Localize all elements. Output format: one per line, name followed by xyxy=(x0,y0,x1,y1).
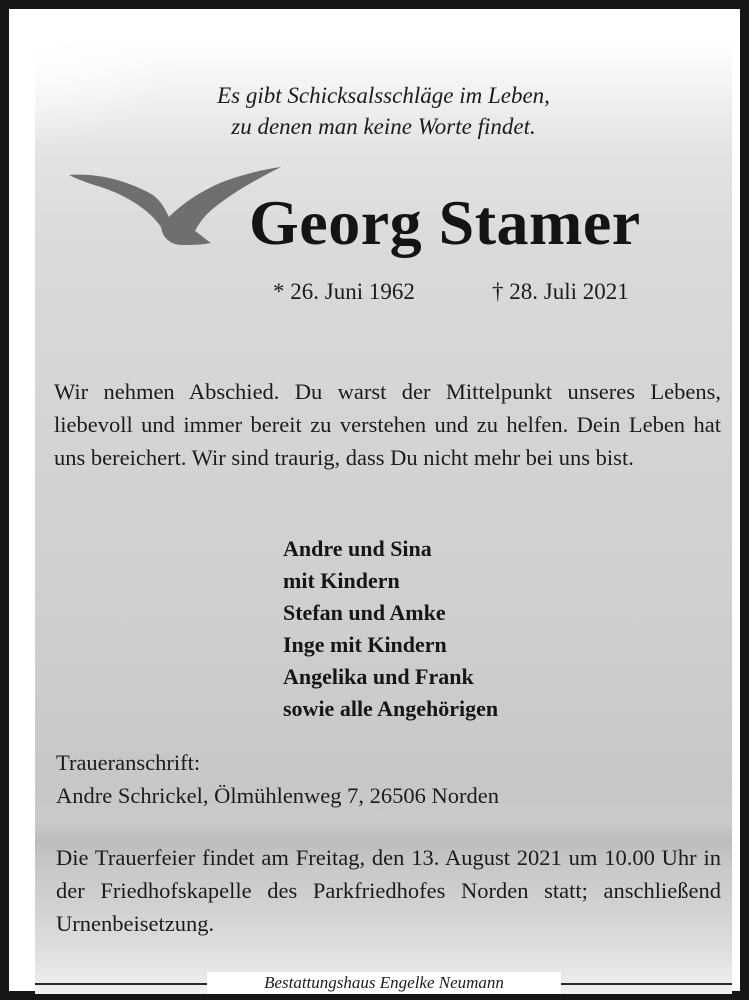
ceremony-notice: Die Trauerfeier findet am Freitag, den 13. August 2021 um 10.00 Uhr in der Friedhofskapelle des Parkfriedhofes Norden statt; anschließend Urnenbeisetzung. xyxy=(56,845,721,936)
mourner-line: Angelika und Frank xyxy=(283,664,474,689)
mourning-address xyxy=(56,746,499,812)
motto xyxy=(9,80,749,142)
mourner-line: Inge mit Kindern xyxy=(283,632,447,657)
footer-divider-right xyxy=(561,983,732,985)
motto-line-2: zu denen man keine Worte findet. xyxy=(231,114,536,139)
tribute-text: Wir nehmen Abschied. Du warst der Mittelpunkt unseres Lebens, liebevoll und immer bereit zu verstehen und zu helfen. Dein Leben hat uns bereichert. Wir sind traurig, dass Du nicht mehr bei uns bist. xyxy=(54,379,721,470)
address-label: Traueranschrift: xyxy=(56,750,201,775)
mourners-list xyxy=(283,533,498,725)
motto-line-1: Es gibt Schicksalsschläge im Leben, xyxy=(217,83,550,108)
deceased-name: Georg Stamer xyxy=(249,187,641,258)
address-value: Andre Schrickel, Ölmühlenweg 7, 26506 Norden xyxy=(56,783,500,808)
funeral-home-credit: Bestattungshaus Engelke Neumann xyxy=(207,972,561,994)
mourner-line: mit Kindern xyxy=(283,568,400,593)
mourner-line: sowie alle Angehörigen xyxy=(283,696,499,721)
mourner-line: Andre und Sina xyxy=(283,536,432,561)
death-date: † 28. Juli 2021 xyxy=(492,279,629,304)
birth-date: * 26. Juni 1962 xyxy=(273,279,415,304)
mourner-line: Stefan und Amke xyxy=(283,600,446,625)
footer-divider-left xyxy=(35,983,207,985)
